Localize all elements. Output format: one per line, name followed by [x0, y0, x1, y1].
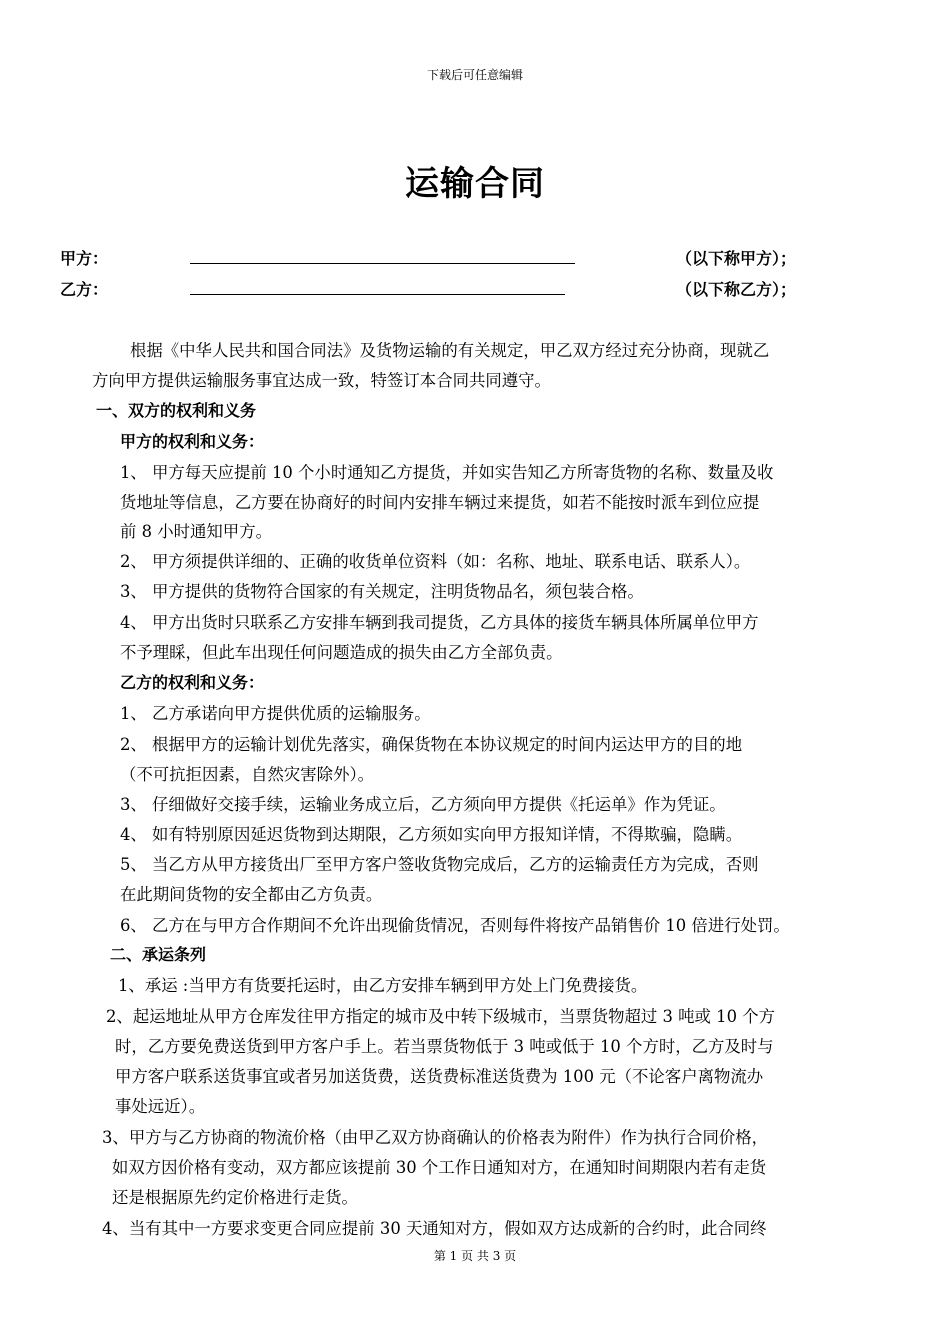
clause-line: 2、起运地址从甲方仓库发往甲方指定的城市及中转下级城市，当票货物超过 3 吨或 10 个方: [106, 1007, 776, 1026]
clause-line: 2、 根据甲方的运输计划优先落实，确保货物在本协议规定的时间内运达甲方的目的地: [120, 735, 743, 754]
page-footer: 第 1 页 共 3 页: [433, 1249, 517, 1263]
party-a-label: 甲方：: [60, 249, 109, 268]
party-a-note: （以下称甲方）；: [676, 249, 797, 268]
document-title: 运输合同: [405, 164, 545, 204]
clause-line: 还是根据原先约定价格进行走货。: [112, 1188, 358, 1207]
clause-line: 3、 甲方提供的货物符合国家的有关规定，注明货物品名，须包装合格。: [120, 582, 644, 601]
party-b-note: （以下称乙方）；: [676, 280, 797, 299]
clause-line: （不可抗拒因素，自然灾害除外）。: [120, 765, 375, 784]
section-heading: 二、承运条列: [110, 945, 207, 964]
clause-line: 6、 乙方在与甲方合作期间不允许出现偷货情况，否则每件将按产品销售价 10 倍进行处罚。: [120, 916, 790, 935]
clause-line: 不予理睬，但此车出现任何问题造成的损失由乙方全部负责。: [120, 643, 563, 662]
header-note: 下载后可任意编辑: [426, 68, 523, 82]
subsection-heading: 乙方的权利和义务：: [120, 673, 265, 692]
clause-line: 2、 甲方须提供详细的、正确的收货单位资料（如：名称、地址、联系电话、联系人）。: [120, 552, 751, 571]
clause-line: 3、甲方与乙方协商的物流价格（由甲乙双方协商确认的价格表为附件）作为执行合同价格，: [102, 1128, 769, 1147]
clause-line: 1、 乙方承诺向甲方提供优质的运输服务。: [120, 704, 431, 723]
clause-line: 3、 仔细做好交接手续，运输业务成立后，乙方须向甲方提供《托运单》作为凭证。: [120, 795, 726, 814]
clause-line: 1、承运 :当甲方有货要托运时，由乙方安排车辆到甲方处上门免费接货。: [118, 976, 648, 995]
clause-line: 时，乙方要免费送货到甲方客户手上。若当票货物低于 3 吨或低于 10 个方时，乙方及时与: [115, 1037, 774, 1056]
clause-line: 如双方因价格有变动，双方都应该提前 30 个工作日通知对方，在通知时间期限内若有走货: [112, 1158, 767, 1177]
clause-line: 4、当有其中一方要求变更合同应提前 30 天通知对方，假如双方达成新的合约时，此合同终: [102, 1219, 767, 1238]
clause-line: 5、 当乙方从甲方接货出厂至甲方客户签收货物完成后，乙方的运输责任方为完成，否则: [120, 855, 759, 874]
clause-line: 事处远近）。: [115, 1097, 206, 1116]
clause-line: 甲方客户联系送货事宜或者另加送货费，送货费标准送货费为 100 元（不论客户离物流办: [115, 1067, 764, 1086]
section-heading: 一、双方的权利和义务: [96, 401, 257, 420]
intro-line: 方向甲方提供运输服务事宜达成一致，特签订本合同共同遵守。: [92, 371, 551, 390]
clause-line: 在此期间货物的安全都由乙方负责。: [120, 885, 383, 904]
intro-line: 根据《中华人民共和国合同法》及货物运输的有关规定，甲乙双方经过充分协商，现就乙: [130, 341, 770, 360]
party-b-label: 乙方：: [60, 280, 109, 299]
clause-line: 1、 甲方每天应提前 10 个小时通知乙方提货，并如实告知乙方所寄货物的名称、数量及收: [120, 463, 774, 482]
subsection-heading: 甲方的权利和义务：: [120, 432, 265, 451]
clause-line: 货地址等信息，乙方要在协商好的时间内安排车辆过来提货，如若不能按时派车到位应提: [120, 493, 760, 512]
party-a-blank-line: [190, 263, 575, 264]
clause-line: 4、 如有特别原因延迟货物到达期限，乙方须如实向甲方报知详情，不得欺骗，隐瞒。: [120, 825, 743, 844]
clause-line: 前 8 小时通知甲方。: [120, 522, 272, 541]
clause-line: 4、 甲方出货时只联系乙方安排车辆到我司提货，乙方具体的接货车辆具体所属单位甲方: [120, 613, 759, 632]
party-b-blank-line: [190, 294, 565, 295]
